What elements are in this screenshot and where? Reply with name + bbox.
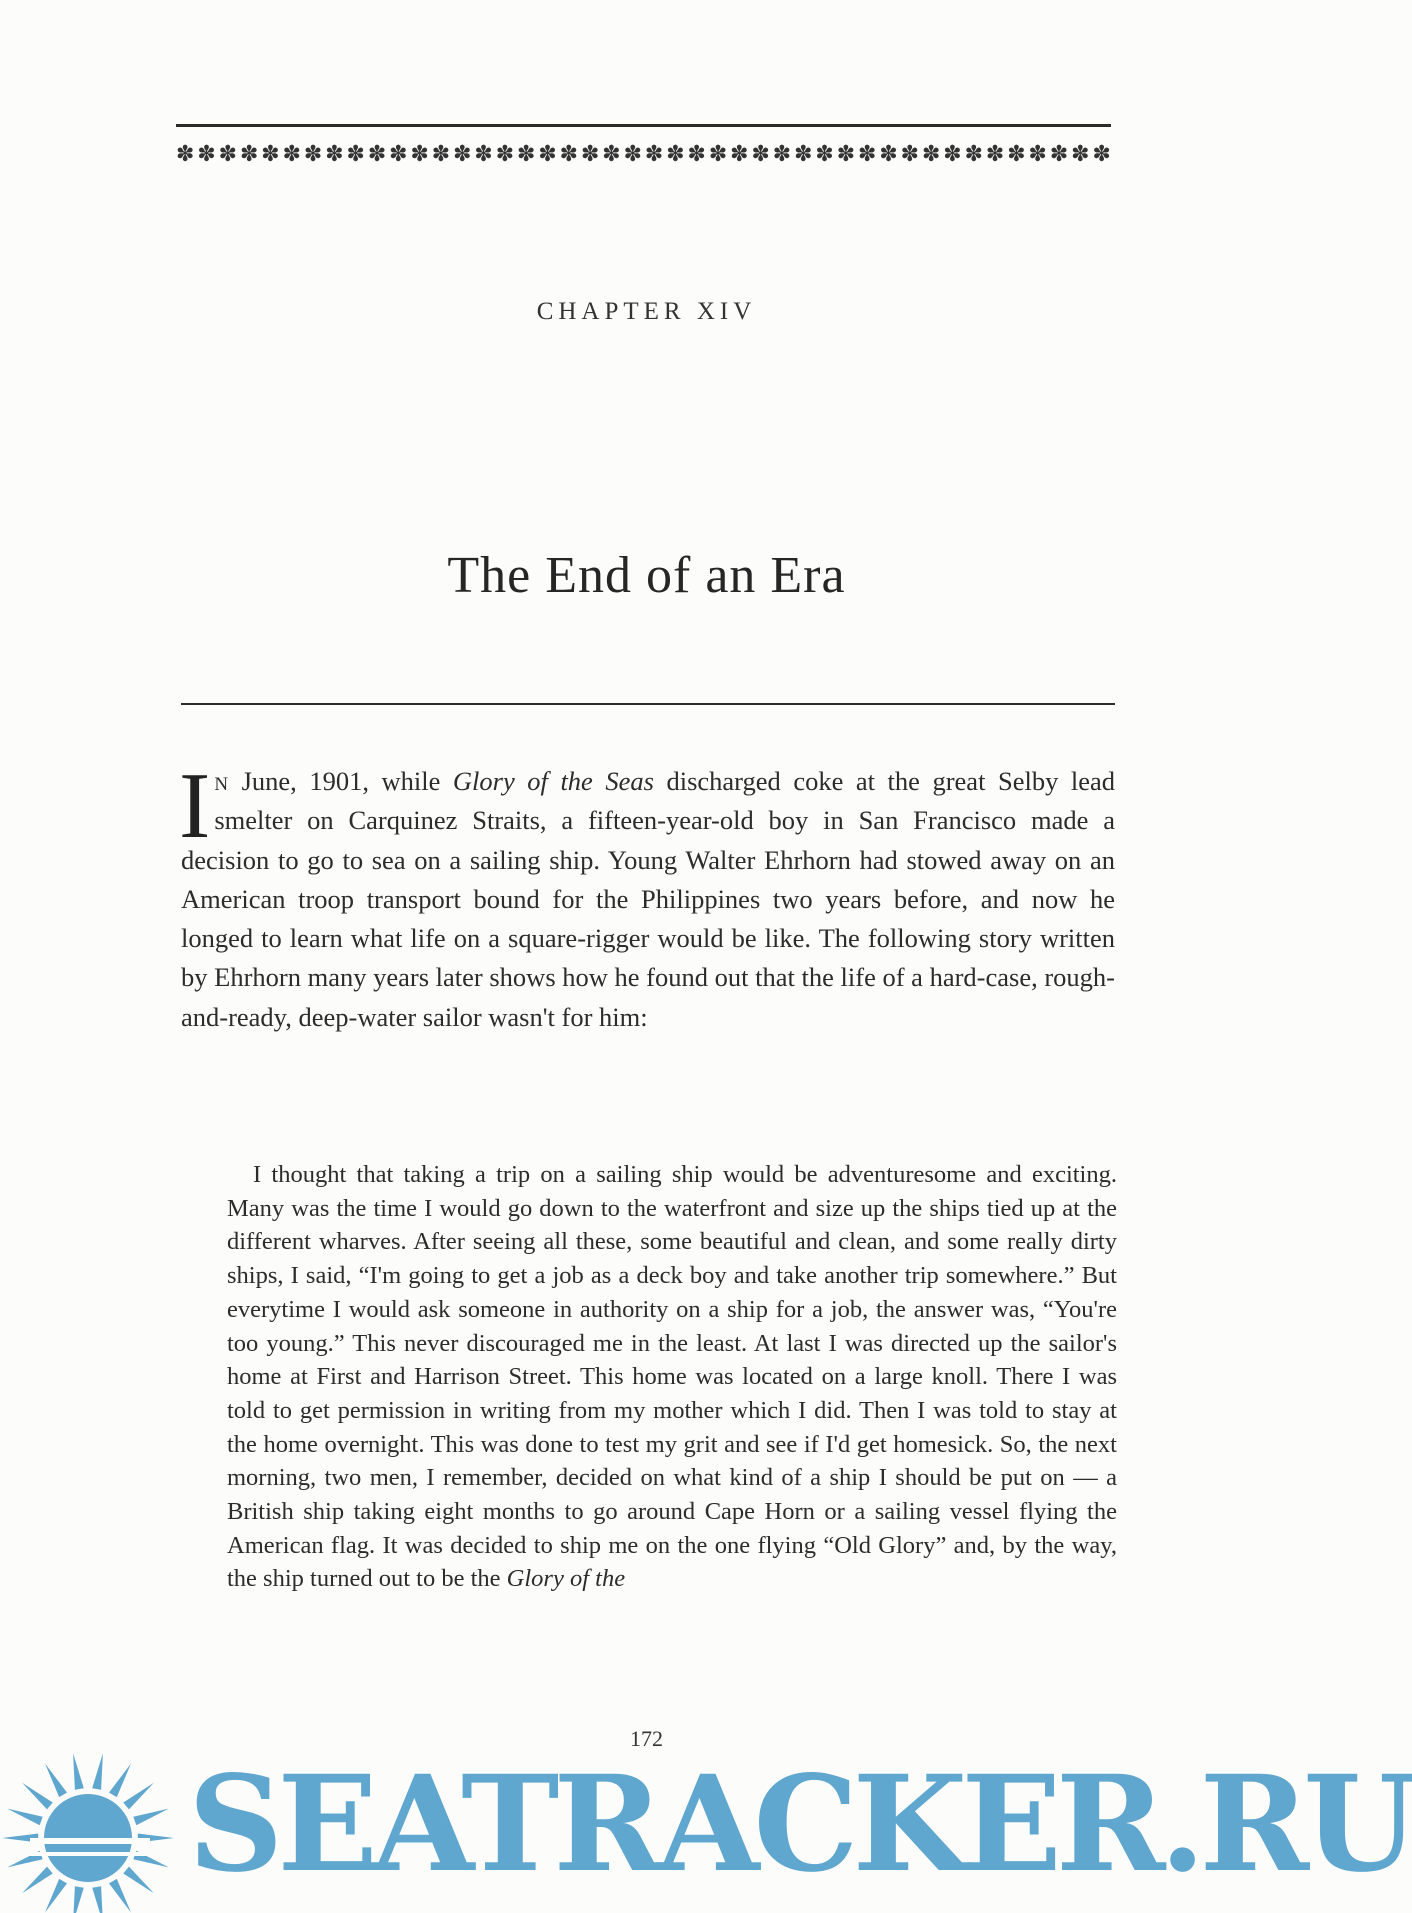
ornament-glyph: ✽ xyxy=(239,142,259,167)
page-number: 172 xyxy=(630,1726,663,1751)
ornament-glyph: ✽ xyxy=(495,142,515,167)
sun-ray xyxy=(22,1867,53,1894)
sun-ray xyxy=(22,1783,53,1810)
ornament-glyph: ✽ xyxy=(751,142,770,167)
ornament-glyph: ✽ xyxy=(325,142,344,167)
ornament-glyph: ✽ xyxy=(644,142,664,167)
ornament-glyph: ✽ xyxy=(261,142,280,167)
ornament-glyph: ✽ xyxy=(836,142,856,167)
quote-text: I thought that taking a trip on a sailing ship would be adventuresome and exciting. Many was the time I would go down to the waterfront and size up the ships tied up at the different wharves. After seeing all these, some beautiful and clean, and some really dirty ships, I said, “I'm going to get a job as a deck boy and take another trip somewhere.” But everytime I would ask someone in authority on a ship for a job, the answer was, “You're too young.” This never discouraged me in the least. At last I was directed up the sailor's home at First and Harrison Street. This home was located on a large knoll. There I was told to get permission in writing from my mother which I did. Then I was told to stay at the home overnight. This was done to test my grit and see if I'd get homesick. So, the next morning, two men, I remember, decided on what kind of a ship I should be put on — a British ship taking eight months to go around Cape Horn or a sailing vessel flying the American flag. It was decided to ship me on the one flying “Old Glory” and, by the way, the ship turned out to be the xyxy=(227,1161,1117,1593)
lead-small-caps: n xyxy=(214,766,230,796)
quote-italic-tail: Glory of the xyxy=(506,1565,626,1593)
ornament-glyph: ✽ xyxy=(303,142,323,167)
ornament-glyph: ✽ xyxy=(559,142,579,167)
sun-icon xyxy=(0,1740,180,1913)
ornament-glyph: ✽ xyxy=(367,142,387,167)
block-quote xyxy=(227,1158,1117,1596)
ornament-glyph: ✽ xyxy=(1092,142,1111,167)
ornament-glyph: ✽ xyxy=(197,142,216,167)
ornament-glyph: ✽ xyxy=(1007,142,1026,167)
ornament-glyph: ✽ xyxy=(1071,142,1090,167)
ornament-glyph: ✽ xyxy=(580,142,600,167)
sun-ray xyxy=(45,1764,67,1798)
ornament-glyph: ✽ xyxy=(602,142,621,167)
ornament-glyph: ✽ xyxy=(623,142,642,167)
ornament-glyph: ✽ xyxy=(1028,142,1047,167)
body-text-b: discharged coke at the great Selby lead smelter on Carquinez Straits, a fifteen-year-old boy in San Francisco made a decision to go to sea on a sailing ship. Young Walter Ehrhorn had stowed away on an American troop transport bound for the Philippines two years before, and now he longed to learn what life on a square-rigger would be like. The following story written by Ehrhorn many years later shows how he found out that the life of a hard-case, rough-and-ready, deep-water sailor wasn't for him: xyxy=(181,766,1116,1032)
ornament-glyph: ✽ xyxy=(900,142,920,167)
ornament-glyph: ✽ xyxy=(772,142,792,167)
sun-ray xyxy=(73,1886,84,1913)
ornament-glyph: ✽ xyxy=(730,142,749,167)
ornament-glyph: ✽ xyxy=(431,142,451,167)
drop-cap: I xyxy=(179,754,211,858)
ornament-glyph: ✽ xyxy=(410,142,429,167)
ornament-glyph: ✽ xyxy=(815,142,834,167)
sun-ray xyxy=(109,1879,131,1913)
body-paragraph xyxy=(179,754,1116,1037)
sun-ray xyxy=(45,1879,67,1913)
watermark-text: SEATRACKER.RU xyxy=(188,1747,1412,1902)
ornament-glyph: ✽ xyxy=(176,142,195,167)
ornament-glyph: ✽ xyxy=(474,142,493,167)
ornament-glyph: ✽ xyxy=(921,142,941,167)
sun-ray xyxy=(109,1764,131,1798)
sun-ray xyxy=(133,1809,169,1826)
chapter-title: The End of an Era xyxy=(447,547,846,604)
ornament-glyph: ✽ xyxy=(453,142,472,167)
sun-ray xyxy=(92,1753,103,1789)
sun-ray xyxy=(73,1753,84,1789)
ornament-glyph: ✽ xyxy=(858,142,877,167)
body-text-a: June, 1901, while xyxy=(229,766,453,796)
chapter-label: CHAPTER XIV xyxy=(536,298,757,325)
sun-ray xyxy=(92,1886,103,1913)
ornament-glyph: ✽ xyxy=(879,142,898,167)
ornament-glyph: ✽ xyxy=(964,142,983,167)
sun-ray xyxy=(7,1809,43,1826)
ornament-glyph: ✽ xyxy=(517,142,536,167)
ornament-glyph: ✽ xyxy=(218,142,238,167)
ornament-border xyxy=(176,140,1111,170)
ornament-glyph: ✽ xyxy=(666,142,685,167)
ornament-glyph: ✽ xyxy=(1049,142,1069,167)
ornament-glyph: ✽ xyxy=(943,142,962,167)
sun-ray xyxy=(123,1867,154,1894)
top-rule xyxy=(176,124,1111,127)
ornament-glyph: ✽ xyxy=(346,142,365,167)
ornament-glyph: ✽ xyxy=(687,142,706,167)
ornament-glyph: ✽ xyxy=(282,142,301,167)
ornament-glyph: ✽ xyxy=(708,142,728,167)
ornament-glyph: ✽ xyxy=(794,142,813,167)
ornament-glyph: ✽ xyxy=(538,142,557,167)
ornament-glyph: ✽ xyxy=(389,142,408,167)
ornament-glyph: ✽ xyxy=(985,142,1005,167)
title-rule xyxy=(181,703,1115,705)
ship-name-italic: Glory of the Seas xyxy=(452,766,654,796)
sun-ray xyxy=(123,1783,154,1810)
